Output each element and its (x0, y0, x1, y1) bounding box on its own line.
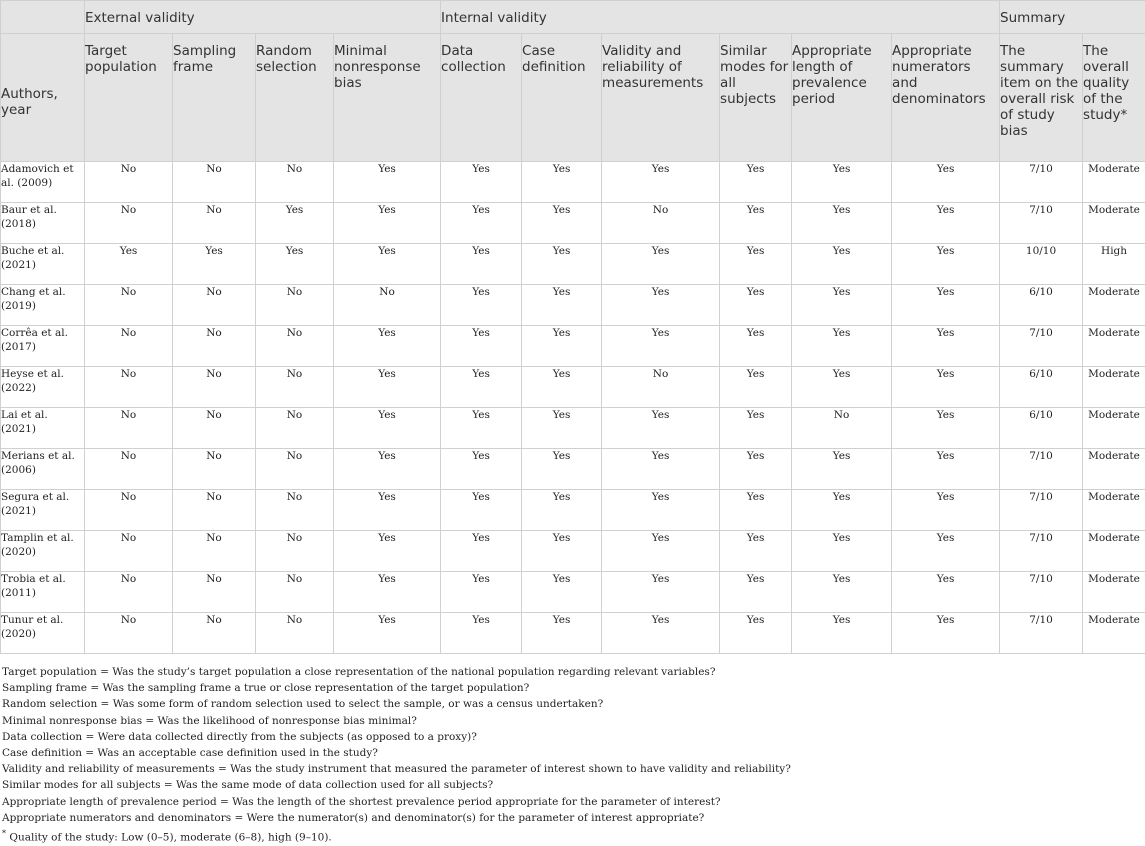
column-header: Minimal nonresponse bias (334, 34, 441, 162)
table-cell: No (792, 408, 892, 449)
definition-note: Validity and reliability of measurements = Was the study instrument that measured the parameter of interest shown to have validity and reliability? (2, 761, 1142, 777)
table-cell: 10/10 (1000, 244, 1083, 285)
table-cell: Yes (892, 449, 1000, 490)
table-cell: No (85, 367, 173, 408)
table-row (1, 162, 1145, 203)
table-cell: No (256, 490, 334, 531)
table-cell: Yes (522, 572, 602, 613)
column-header: Random selection (256, 34, 334, 162)
table-cell: No (173, 162, 256, 203)
table-cell: Yes (334, 531, 441, 572)
definition-note: Minimal nonresponse bias = Was the likelihood of nonresponse bias minimal? (2, 713, 1142, 729)
column-header: Target population (85, 34, 173, 162)
table-cell: Moderate (1083, 490, 1145, 531)
column-header: Appropriate length of prevalence period (792, 34, 892, 162)
header-blank (1, 1, 85, 34)
table-cell: Yes (602, 490, 720, 531)
definition-note: Case definition = Was an acceptable case definition used in the study? (2, 745, 1142, 761)
table-row (1, 285, 1145, 326)
table-cell: Yes (522, 326, 602, 367)
column-header: The summary item on the overall risk of study bias (1000, 34, 1083, 162)
table-cell: No (602, 367, 720, 408)
table-cell: No (85, 203, 173, 244)
table-cell: Yes (602, 531, 720, 572)
column-header: Case definition (522, 34, 602, 162)
table-cell: Yes (522, 244, 602, 285)
table-cell: Yes (720, 449, 792, 490)
table-cell: Yes (522, 162, 602, 203)
table-cell: Yes (522, 367, 602, 408)
table-cell: Yes (441, 244, 522, 285)
table-row (1, 613, 1145, 654)
author-cell: Corrêa et al. (2017) (1, 326, 85, 367)
table-cell: Yes (720, 285, 792, 326)
table-cell: Moderate (1083, 285, 1145, 326)
table-cell: Yes (441, 613, 522, 654)
table-cell: Yes (441, 449, 522, 490)
table-cell: Yes (522, 408, 602, 449)
author-cell: Trobia et al. (2011) (1, 572, 85, 613)
table-cell: Yes (441, 285, 522, 326)
author-cell: Adamovich et al. (2009) (1, 162, 85, 203)
table-cell: Yes (720, 244, 792, 285)
table-cell: Yes (892, 285, 1000, 326)
table-cell: No (256, 408, 334, 449)
table-row (1, 449, 1145, 490)
table-cell: High (1083, 244, 1145, 285)
table-cell: Yes (892, 613, 1000, 654)
table-cell: Yes (334, 408, 441, 449)
table-cell: 6/10 (1000, 285, 1083, 326)
table-cell: No (256, 285, 334, 326)
table-cell: Yes (522, 203, 602, 244)
table-cell: Yes (720, 367, 792, 408)
table-cell: Yes (334, 572, 441, 613)
table-cell: Yes (720, 531, 792, 572)
table-cell: No (85, 285, 173, 326)
table-cell: No (173, 285, 256, 326)
table-cell: Yes (522, 490, 602, 531)
table-cell: Yes (892, 531, 1000, 572)
table-cell: Yes (792, 162, 892, 203)
table-cell: No (173, 326, 256, 367)
table-cell: Yes (602, 244, 720, 285)
table-cell: Yes (334, 490, 441, 531)
table-cell: Yes (720, 203, 792, 244)
footnote-text: Quality of the study: Low (0–5), moderate (6–8), high (9–10). (6, 832, 332, 844)
table-cell: Yes (792, 244, 892, 285)
table-cell: 7/10 (1000, 490, 1083, 531)
definition-note: Appropriate numerators and denominators = Were the numerator(s) and denominator(s) for the parameter of interest appropriate? (2, 810, 1142, 826)
table-cell: No (256, 531, 334, 572)
table-row (1, 408, 1145, 449)
table-cell: Yes (892, 326, 1000, 367)
definition-note: Random selection = Was some form of random selection used to select the sample, or was a census undertaken? (2, 696, 1142, 712)
table-cell: No (173, 408, 256, 449)
table-cell: No (256, 367, 334, 408)
table-cell: Yes (892, 244, 1000, 285)
table-cell: Yes (792, 490, 892, 531)
author-cell: Tunur et al. (2020) (1, 613, 85, 654)
table-cell: Yes (441, 367, 522, 408)
table-cell: Moderate (1083, 203, 1145, 244)
table-cell: Moderate (1083, 367, 1145, 408)
table-cell: Yes (441, 326, 522, 367)
author-cell: Chang et al. (2019) (1, 285, 85, 326)
table-cell: 7/10 (1000, 572, 1083, 613)
table-row (1, 203, 1145, 244)
table-cell: Yes (256, 244, 334, 285)
table-row (1, 244, 1145, 285)
table-cell: Yes (522, 613, 602, 654)
table-cell: Yes (522, 285, 602, 326)
table-cell: 7/10 (1000, 449, 1083, 490)
table-cell: Yes (602, 449, 720, 490)
table-cell: Yes (173, 244, 256, 285)
table-cell: Yes (602, 613, 720, 654)
column-header: The overall quality of the study* (1083, 34, 1145, 162)
table-cell: Yes (720, 613, 792, 654)
table-cell: Yes (792, 449, 892, 490)
group-internal-validity: Internal validity (441, 1, 1000, 34)
table-cell: No (256, 326, 334, 367)
table-cell: Yes (334, 326, 441, 367)
table-cell: Moderate (1083, 572, 1145, 613)
table-cell: Yes (792, 572, 892, 613)
table-row (1, 326, 1145, 367)
table-cell: Yes (334, 244, 441, 285)
table-cell: Yes (441, 162, 522, 203)
footnote-marker: * (2, 829, 6, 838)
group-external-validity: External validity (85, 1, 441, 34)
table-cell: 7/10 (1000, 203, 1083, 244)
table-cell: Yes (892, 408, 1000, 449)
table-cell: Yes (602, 162, 720, 203)
author-cell: Buche et al. (2021) (1, 244, 85, 285)
table-cell: Yes (792, 285, 892, 326)
table-cell: No (85, 572, 173, 613)
definition-note: Similar modes for all subjects = Was the same mode of data collection used for all subjects? (2, 777, 1142, 793)
table-cell: Yes (334, 367, 441, 408)
table-cell: Yes (892, 490, 1000, 531)
table-cell: Yes (441, 531, 522, 572)
table-cell: Yes (720, 490, 792, 531)
table-cell: Yes (720, 408, 792, 449)
table-cell: No (256, 449, 334, 490)
table-cell: No (85, 326, 173, 367)
group-summary: Summary (1000, 1, 1145, 34)
table-notes (2, 664, 1142, 846)
table-cell: Yes (892, 203, 1000, 244)
table-cell: No (256, 162, 334, 203)
table-row (1, 531, 1145, 572)
table-cell: No (173, 531, 256, 572)
column-header: Validity and reliability of measurements (602, 34, 720, 162)
table-cell: 7/10 (1000, 326, 1083, 367)
table-cell: 7/10 (1000, 531, 1083, 572)
table-cell: Moderate (1083, 408, 1145, 449)
table-cell: Yes (522, 531, 602, 572)
quality-footnote (2, 826, 1142, 846)
table-cell: 6/10 (1000, 408, 1083, 449)
definition-note: Target population = Was the study’s target population a close representation of the national population regarding relevant variables? (2, 664, 1142, 680)
definition-note: Sampling frame = Was the sampling frame a true or close representation of the target population? (2, 680, 1142, 696)
table-cell: No (173, 449, 256, 490)
table-cell: Yes (792, 613, 892, 654)
table-row (1, 490, 1145, 531)
author-cell: Merians et al. (2006) (1, 449, 85, 490)
table-cell: No (85, 408, 173, 449)
table-cell: Yes (792, 531, 892, 572)
author-cell: Tamplin et al. (2020) (1, 531, 85, 572)
definition-note: Data collection = Were data collected directly from the subjects (as opposed to a proxy)? (2, 729, 1142, 745)
table-cell: Yes (441, 203, 522, 244)
table-cell: Yes (892, 572, 1000, 613)
table-cell: Moderate (1083, 613, 1145, 654)
table-cell: No (173, 572, 256, 613)
table-cell: No (256, 572, 334, 613)
table-cell: 7/10 (1000, 613, 1083, 654)
table-cell: Yes (334, 613, 441, 654)
table-cell: Moderate (1083, 162, 1145, 203)
table-cell: Yes (602, 572, 720, 613)
column-header: Similar modes for all subjects (720, 34, 792, 162)
table-cell: Yes (602, 408, 720, 449)
table-cell: No (85, 449, 173, 490)
table-cell: Yes (892, 367, 1000, 408)
table-cell: No (173, 490, 256, 531)
table-cell: Yes (720, 162, 792, 203)
table-cell: No (173, 367, 256, 408)
definitions-list (2, 664, 1142, 826)
table-cell: Yes (334, 203, 441, 244)
column-header: Data collection (441, 34, 522, 162)
table-cell: No (256, 613, 334, 654)
table-cell: Yes (792, 326, 892, 367)
table-cell: Yes (85, 244, 173, 285)
table-cell: Yes (892, 162, 1000, 203)
table-cell: Yes (602, 326, 720, 367)
table-cell: No (85, 162, 173, 203)
table-cell: Yes (441, 490, 522, 531)
table-cell: Yes (441, 408, 522, 449)
column-header: Appropriate numerators and denominators (892, 34, 1000, 162)
table-cell: No (85, 613, 173, 654)
table-cell: Yes (720, 326, 792, 367)
table-cell: Yes (256, 203, 334, 244)
table-cell: Yes (792, 203, 892, 244)
table-cell: Moderate (1083, 531, 1145, 572)
table-row (1, 572, 1145, 613)
table-cell: Moderate (1083, 449, 1145, 490)
table-cell: No (85, 531, 173, 572)
table-cell: Yes (441, 572, 522, 613)
table-cell: No (173, 613, 256, 654)
column-authors-year: Authors, year (1, 34, 85, 162)
author-cell: Segura et al. (2021) (1, 490, 85, 531)
table-cell: No (173, 203, 256, 244)
table-cell: 6/10 (1000, 367, 1083, 408)
table-body (1, 162, 1145, 654)
table-cell: Yes (720, 572, 792, 613)
table-cell: No (334, 285, 441, 326)
author-cell: Baur et al. (2018) (1, 203, 85, 244)
table-cell: No (85, 490, 173, 531)
table-cell: Yes (792, 367, 892, 408)
table-cell: Moderate (1083, 326, 1145, 367)
table-cell: Yes (602, 285, 720, 326)
table-cell: Yes (334, 162, 441, 203)
column-header: Sampling frame (173, 34, 256, 162)
table-cell: 7/10 (1000, 162, 1083, 203)
definition-note: Appropriate length of prevalence period = Was the length of the shortest prevalence period appropriate for the parameter of interest? (2, 794, 1142, 810)
author-cell: Heyse et al. (2022) (1, 367, 85, 408)
table-row (1, 367, 1145, 408)
table-cell: Yes (522, 449, 602, 490)
table-cell: Yes (334, 449, 441, 490)
author-cell: Lai et al. (2021) (1, 408, 85, 449)
table-cell: No (602, 203, 720, 244)
